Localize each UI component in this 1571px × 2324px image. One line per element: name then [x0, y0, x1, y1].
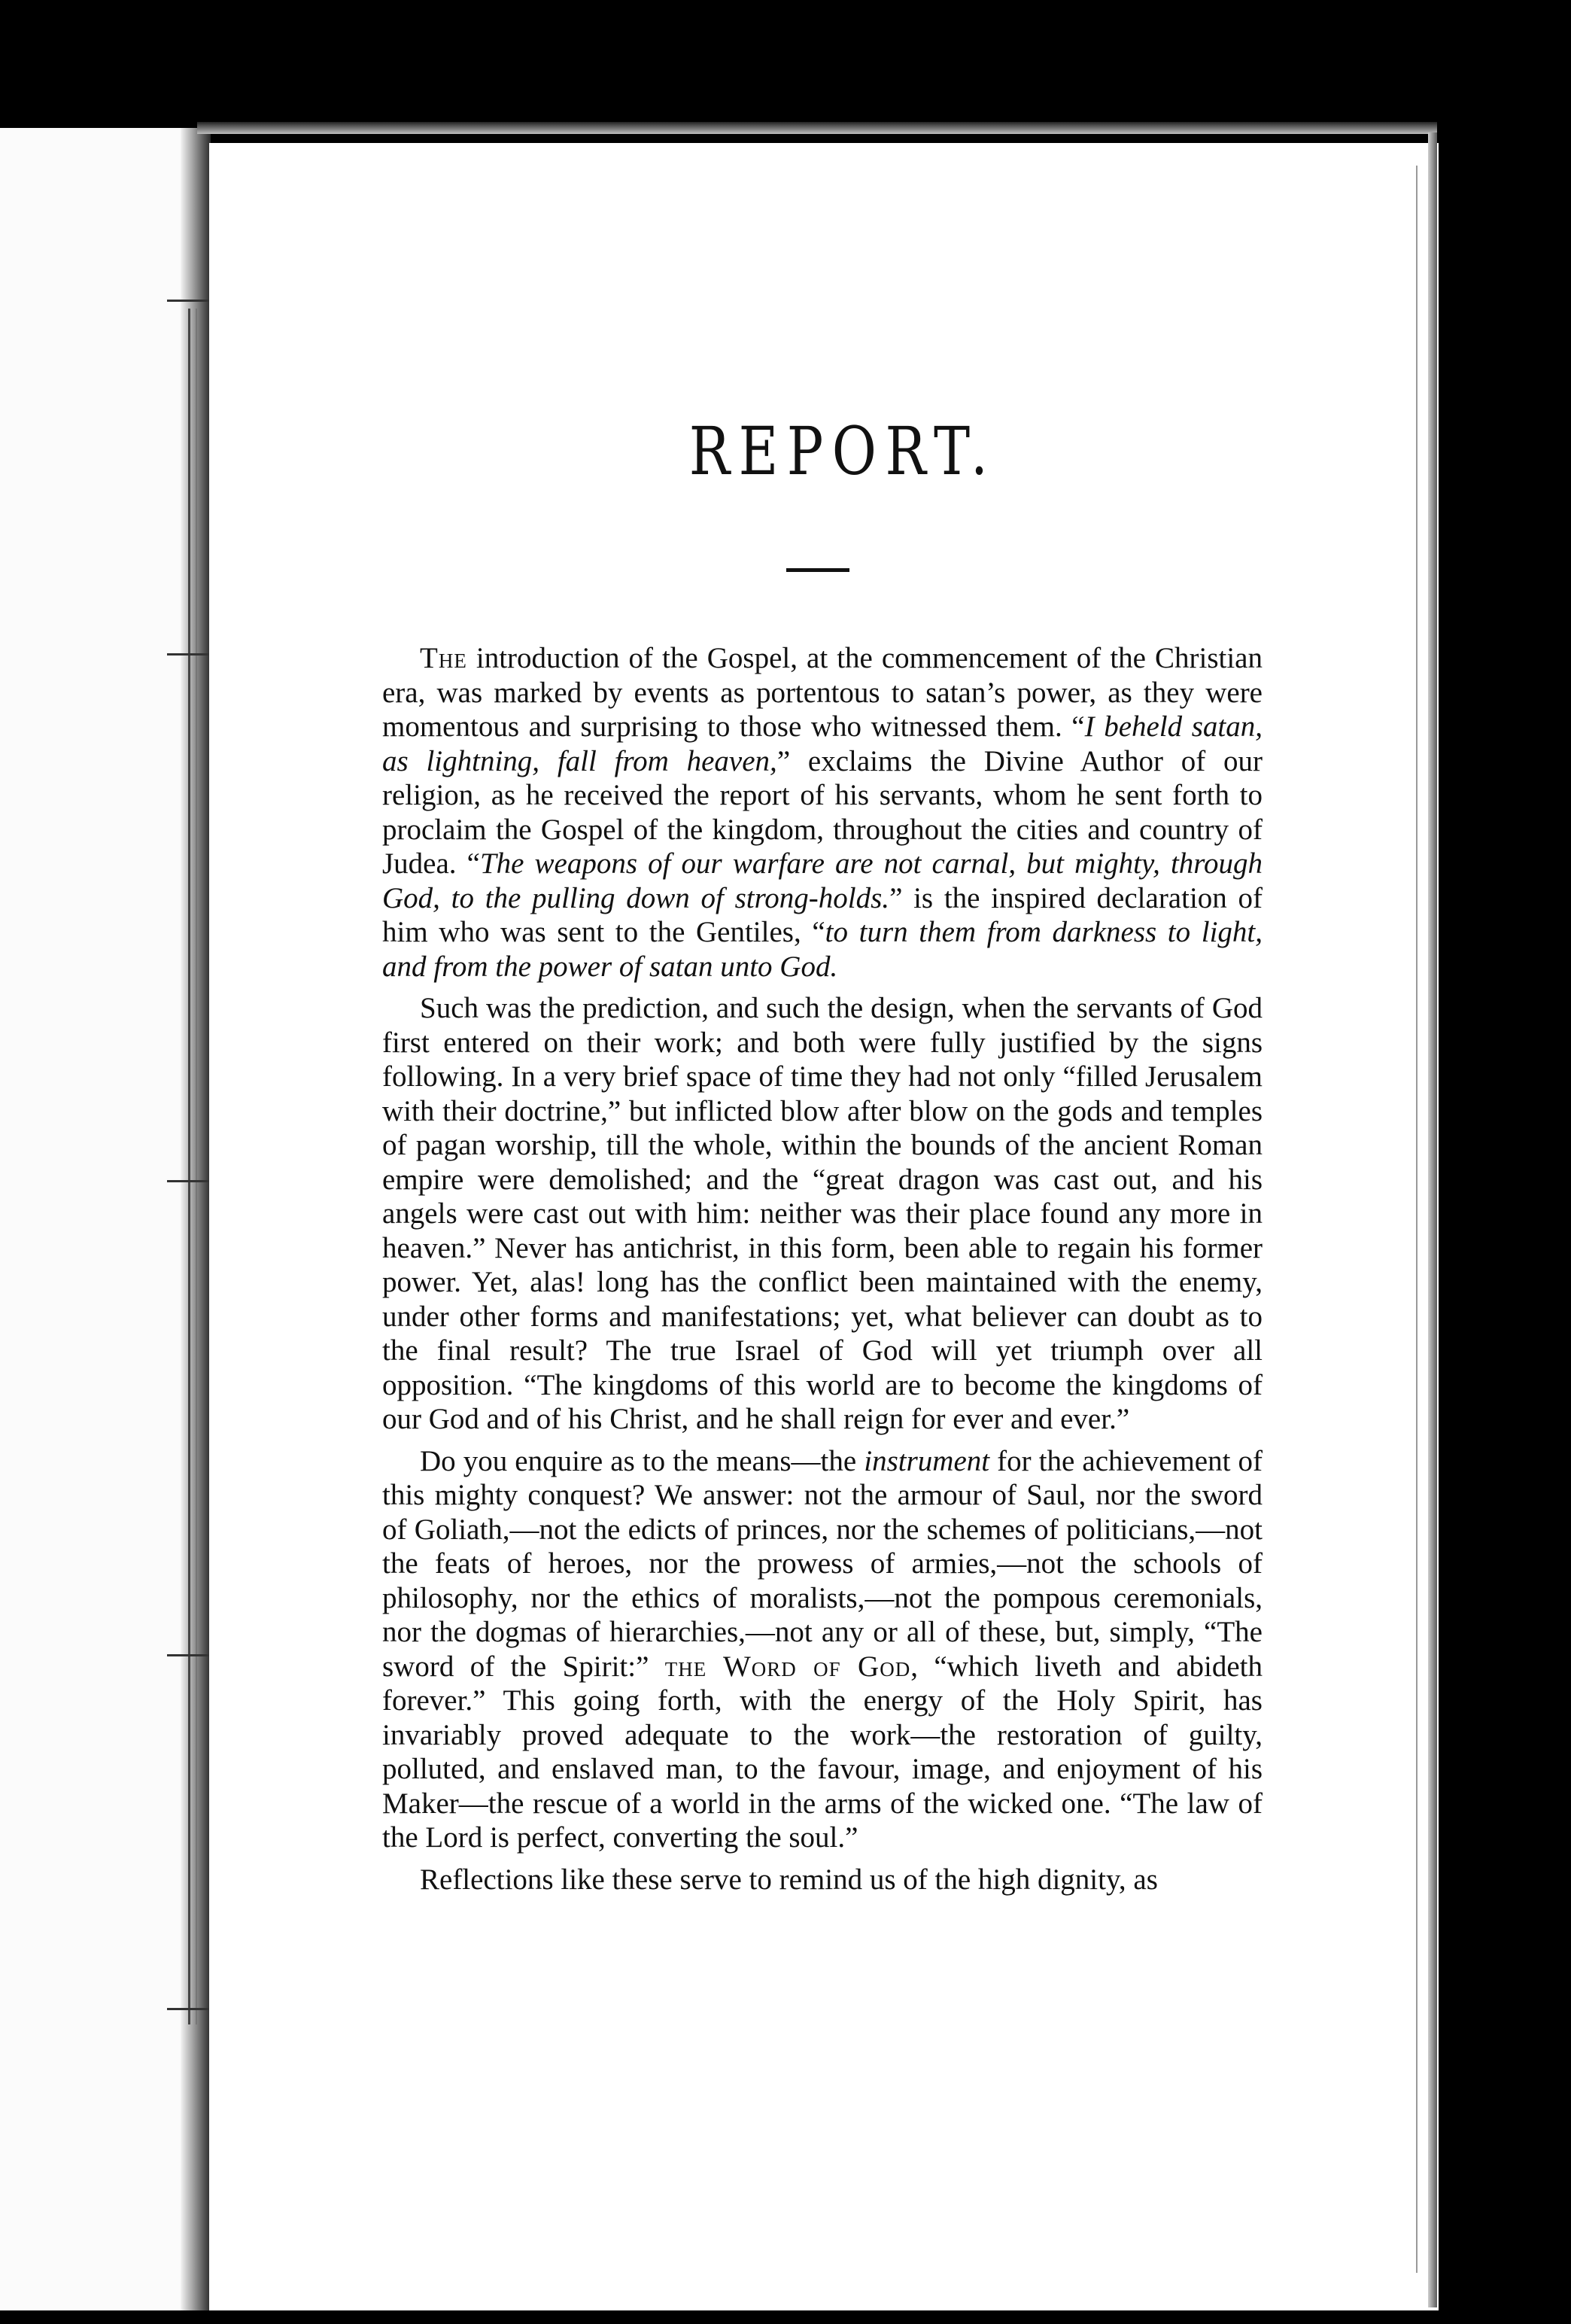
italic-run: to turn them from darkness to light, and from the power of satan unto God.: [382, 916, 1263, 983]
page-top-edge: [197, 122, 1437, 134]
gutter-rule: [196, 309, 197, 2024]
page-title: REPORT.: [688, 412, 997, 490]
previous-page-edge: [0, 128, 197, 2310]
text-run: Do you enquire as to the means—the: [420, 1444, 865, 1477]
italic-run: instrument: [864, 1444, 990, 1477]
page-right-edge: [1428, 132, 1437, 2307]
binding-mark: [167, 2008, 214, 2010]
binding-mark: [167, 653, 214, 656]
page-right-rule: [1416, 166, 1418, 2273]
paragraph: [382, 641, 1263, 984]
italic-run: I beheld satan, as lightning, fall from heaven,: [382, 710, 1263, 777]
text-run: Reflections like these serve to remind us of the high dignity, as: [420, 1863, 1158, 1896]
small-caps-run: The: [420, 642, 467, 674]
text-run: ” exclaims the Divine Author of our religion, as he received the report of his servants, whom he sent forth to proclaim the Gospel of the kingdom, throughout the cities and country of Judea. “: [382, 744, 1263, 880]
body-text: [382, 641, 1263, 1904]
small-caps-run: the Word of God: [664, 1650, 911, 1683]
binding-mark: [167, 300, 214, 302]
text-run: Such was the prediction, and such the design, when the servants of God first entered on their work; and both were fully justified by the signs following. In a very brief space of time they had not only “filled Jerusalem with their doctrine,” but inflicted blow after blow on the gods and temples of pagan worship, till the whole, within the bounds of the ancient Roman empire were demolished; and the “great dragon was cast out, and his angels were cast out with him: neither was their place found any more in heaven.” Never has antichrist, in this form, been able to regain his former power. Yet, alas! long has the conflict been maintained with the enemy, under other forms and manifestations; yet, what believer can doubt as to the final result? The true Israel of God will yet triumph over all opposition. “The kingdoms of this world are to become the kingdoms of our God and of his Christ, and he shall reign for ever and ever.”: [382, 992, 1263, 1435]
text-run: , “which liveth and abideth forever.” This going forth, with the energy of the Holy Spirit, has invariably proved adequate to the work—the restoration of guilty, polluted, and enslaved man, to the favour, image, and enjoyment of his Maker—the rescue of a world in the arms of the wicked one. “The law of the Lord is perfect, converting the soul.”: [382, 1650, 1263, 1854]
paragraph: [382, 1863, 1263, 1897]
binding-mark: [167, 1180, 214, 1182]
paragraph: [382, 991, 1263, 1437]
paragraph: [382, 1444, 1263, 1855]
gutter-rule: [188, 309, 190, 2024]
title-divider: [786, 568, 849, 572]
text-run: for the achievement of this mighty conquest? We answer: not the armour of Saul, nor the sword of Goliath,—not the edicts of princes, nor the schemes of politicians,—not the feats of heroes, nor the prowess of armies,—not the schools of philosophy, nor the ethics of moralists,—not the pompous ceremonials, nor the dogmas of hierarchies,—not any or all of these, but, simply, “The sword of the Spirit:”: [382, 1444, 1263, 1683]
text-run: ” is the inspired declaration of him who was sent to the Gentiles, “: [382, 881, 1263, 948]
italic-run: The weapons of our warfare are not carnal, but mighty, through God, to the pulling down of strong-holds.: [382, 847, 1263, 914]
binding-mark: [167, 1654, 214, 1656]
text-run: introduction of the Gospel, at the commencement of the Christian era, was marked by events as portentous to satan’s power, as they were momentous and surprising to those who witnessed them. “: [382, 642, 1263, 743]
